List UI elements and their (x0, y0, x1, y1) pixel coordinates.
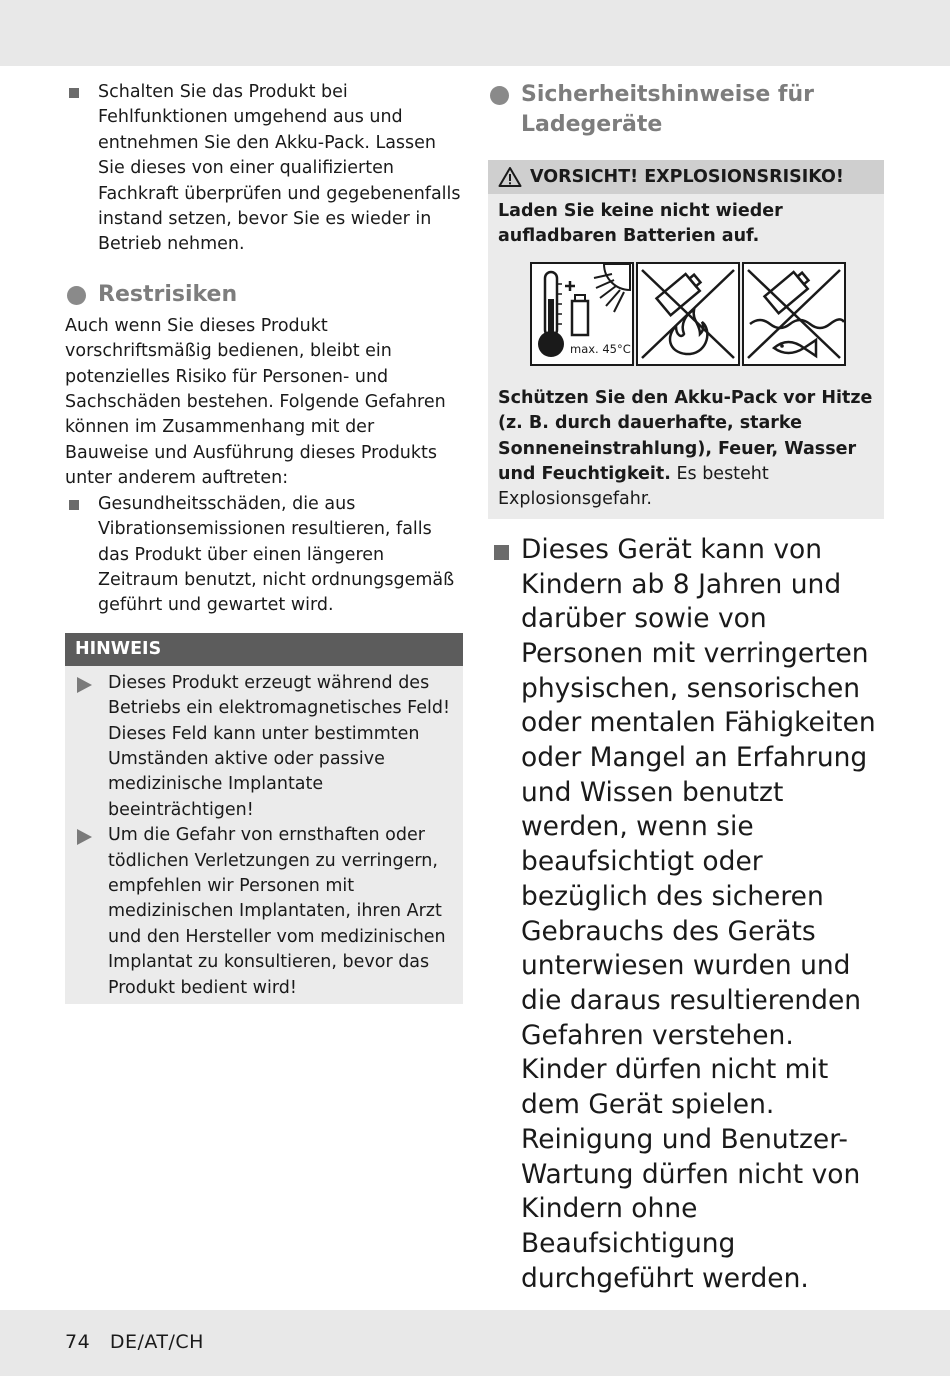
no-fire-pictogram (636, 262, 740, 366)
bullet-text: Gesundheitsschäden, die aus Vibrationsemissionen resultieren, falls das Produkt über einen längeren Zeitraum benutzt, nicht ordnungsgemäß geführt und gewartet wird. (98, 493, 455, 616)
warning-title: VORSICHT! EXPLOSIONSRISIKO! (530, 167, 844, 187)
page-footer (65, 1331, 204, 1353)
square-bullet-icon (69, 88, 79, 98)
list-item (65, 492, 463, 619)
warning-header (488, 160, 884, 194)
battery-water-crossed-icon (744, 264, 844, 364)
right-column (488, 80, 884, 1296)
note-title: HINWEIS (65, 633, 463, 666)
battery-fire-crossed-icon (638, 264, 738, 364)
note-body (65, 666, 463, 1004)
warning-box (488, 160, 884, 519)
warning-triangle-icon (498, 166, 522, 188)
temperature-sun-pictogram (530, 262, 634, 366)
large-print-notice (488, 533, 884, 1296)
note-box (65, 633, 463, 1004)
left-column (65, 80, 463, 1004)
note-item (75, 671, 453, 823)
note-item-text: Dieses Produkt erzeugt während des Betriebs ein elektromagnetisches Feld! Dieses Feld kann unter bestimmten Umständen aktive oder passive medizinische Implantate beeinträchtigen! (108, 672, 451, 820)
warning-body (488, 194, 884, 519)
max-temperature-label: max. 45°C (570, 341, 631, 356)
heading-text: Sicherheitshinweise für Ladegeräte (521, 82, 815, 137)
large-paragraph-1: Dieses Gerät kann von Kindern ab 8 Jahren und darüber sowie von Personen mit verringerten physischen, sensorischen oder mentalen Fähigkeiten oder Mangel an Erfahrung und Wissen benutzt werden, wenn sie beaufsichtigt oder bezüglich des sicheren Gebrauchs des Geräts unterwiesen wurden und die daraus resultierenden Gefahren verstehen. (521, 533, 876, 1051)
warning-line-2-rest: Es besteht Explosionsgefahr. (498, 464, 769, 510)
section-heading-ladegeraete (488, 80, 884, 140)
header-band (0, 0, 950, 66)
pictogram-row (530, 262, 874, 366)
circle-bullet-icon (67, 286, 86, 305)
note-item-text: Um die Gefahr von ernsthaften oder tödlichen Verletzungen zu verringern, empfehlen wir Personen mit medizinischen Implantaten, ihren Arzt und den Hersteller vom medizinischen Implantat zu konsultieren, bevor das Produkt bedient wird! (108, 825, 446, 998)
warning-line-1: Laden Sie keine nicht wieder aufladbaren Batterien auf. (498, 201, 783, 247)
locale-label: DE/AT/CH (109, 1331, 204, 1353)
heading-text: Restrisiken (98, 281, 238, 307)
large-paragraph-2: Kinder dürfen nicht mit dem Gerät spielen. (521, 1054, 829, 1121)
triangle-arrow-icon (77, 677, 92, 693)
no-water-pictogram (742, 262, 846, 366)
triangle-arrow-icon (77, 829, 92, 845)
circle-bullet-icon (490, 86, 509, 105)
bullet-text: Schalten Sie das Produkt bei Fehlfunktionen umgehend aus und entnehmen Sie den Akku-Pack. Lassen Sie dieses von einer qualifizierten Fachkraft überprüfen und gegebenenfalls instand setzen, bevor Sie es wieder in Betrieb nehmen. (98, 82, 461, 255)
warning-line-2 (498, 386, 874, 513)
page-number: 74 (65, 1331, 91, 1353)
square-bullet-icon (494, 545, 509, 560)
warning-line-2-bold: Schützen Sie den Akku-Pack vor Hitze (z. B. durch dauerhafte, starke Sonneneinstrahlung), Feuer, Wasser und Feuchtigkeit. (498, 387, 873, 485)
list-item (65, 80, 463, 258)
section-heading-restrisiken (65, 280, 463, 310)
paragraph: Auch wenn Sie dieses Produkt vorschriftsmäßig bedienen, bleibt ein potenzielles Risiko für Personen- und Sachschäden bestehen. Folgende Gefahren können im Zusammenhang mit der Bauweise und Ausführung dieses Produkts unter anderem auftreten: (65, 315, 446, 489)
large-paragraph-3: Reinigung und Benutzer-Wartung dürfen nicht von Kindern ohne Beaufsichtigung durchgeführt werden. (521, 1123, 861, 1294)
note-item (75, 823, 453, 1001)
square-bullet-icon (69, 500, 79, 510)
